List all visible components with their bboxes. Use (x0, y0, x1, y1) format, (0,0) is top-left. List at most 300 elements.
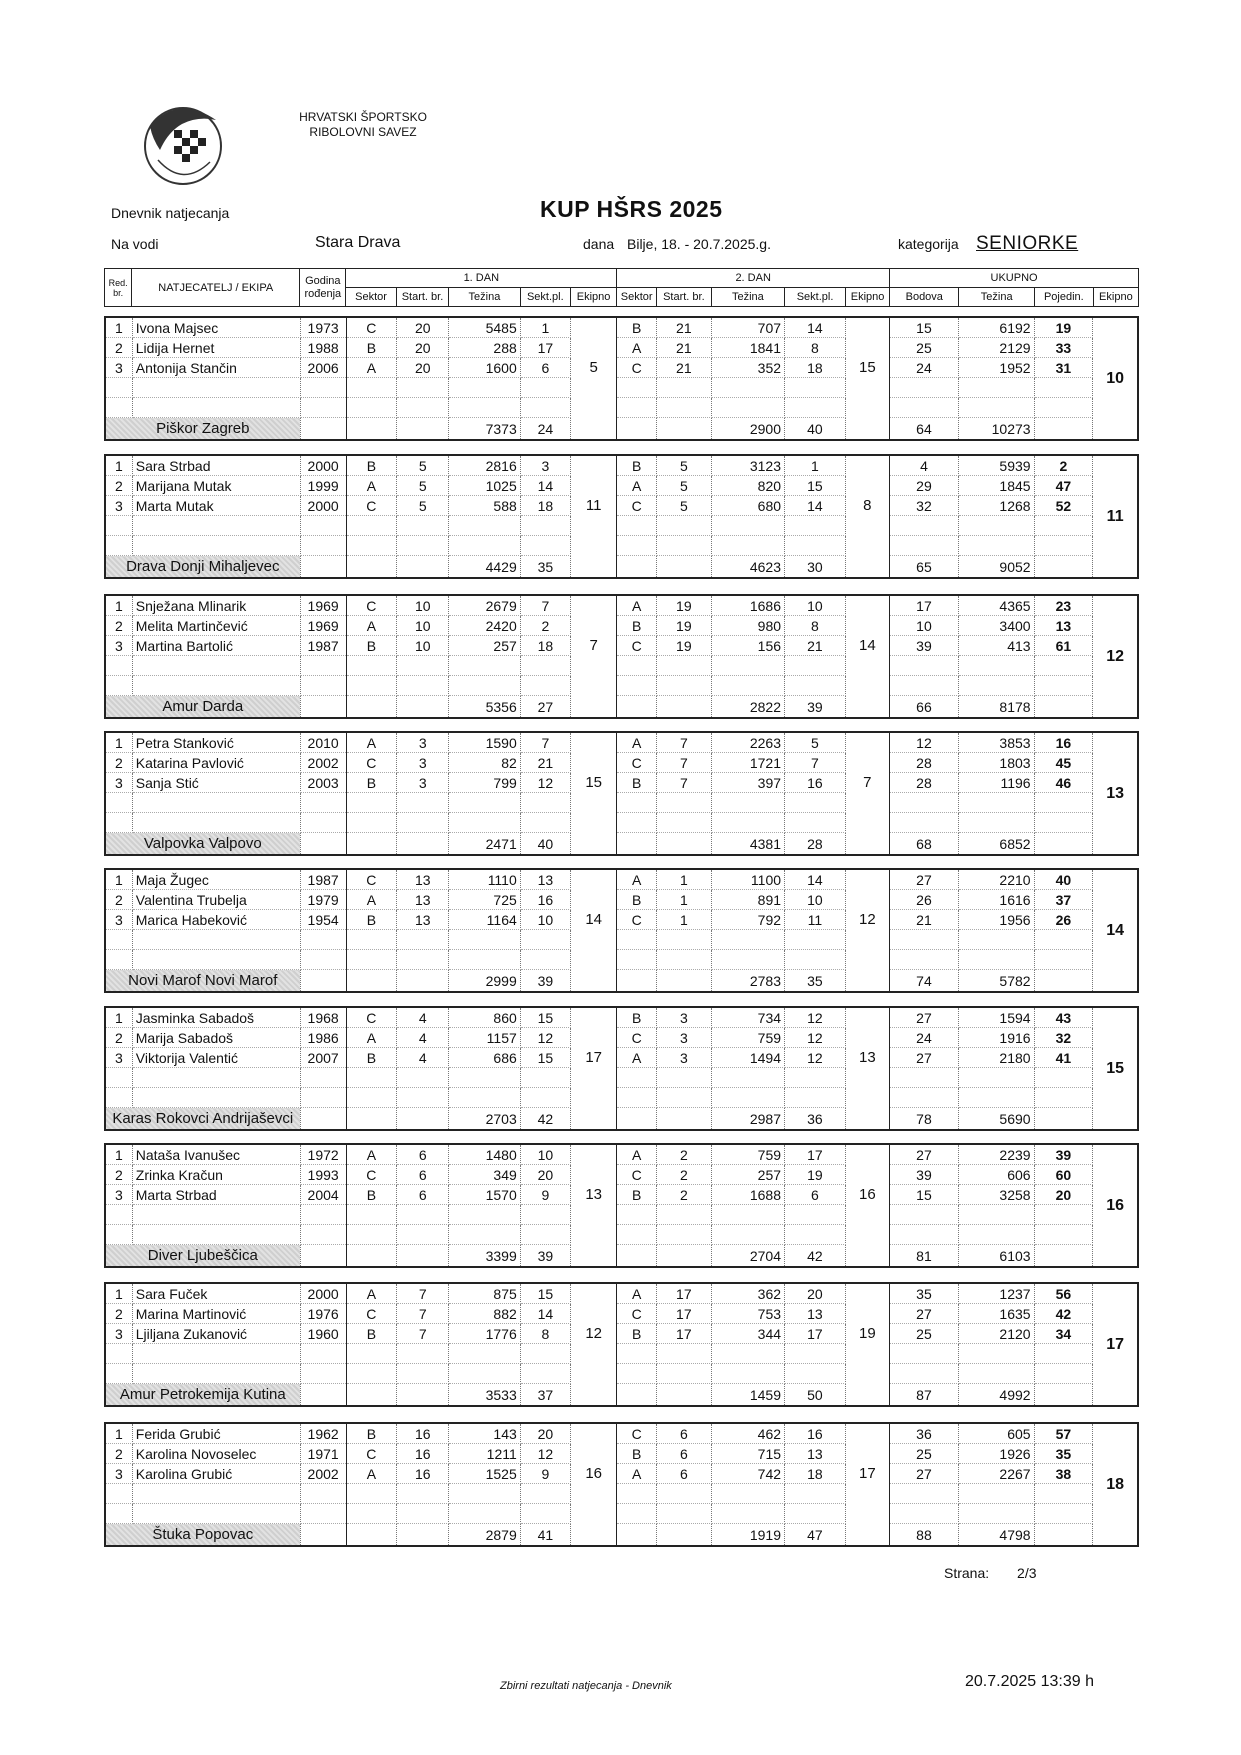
header-competitor: NATJECATELJ / EKIPA (132, 269, 300, 307)
table-row (105, 398, 1138, 418)
row-number: 3 (105, 1324, 132, 1344)
team-rank: 14 (1093, 869, 1138, 992)
footer-text: Zbirni rezultati natjecanja - Dnevnik (500, 1680, 672, 1692)
table-row (105, 1304, 1138, 1324)
individual-place: 42 (1034, 1304, 1093, 1324)
team-sector-sum-day2: 47 (785, 1524, 846, 1547)
team-weight-day1: 3533 (449, 1384, 520, 1407)
sector-place-day2: 14 (785, 317, 846, 338)
start-day1: 3 (397, 732, 449, 753)
sector-day2: B (617, 773, 657, 793)
birth-year: 2002 (300, 1464, 346, 1484)
row-number: 3 (105, 1185, 132, 1205)
date-value: Bilje, 18. - 20.7.2025.g. (627, 236, 771, 252)
start-day1: 7 (397, 1283, 449, 1304)
competitor-name: Melita Martinčević (132, 616, 300, 636)
sector-day1: A (346, 476, 396, 496)
weight-day2: 3123 (711, 455, 784, 476)
team-weight-day1: 2999 (449, 970, 520, 993)
weight-day2: 352 (711, 358, 784, 378)
weight-day1: 1600 (449, 358, 520, 378)
birth-year: 2000 (300, 455, 346, 476)
total-points: 24 (889, 358, 958, 378)
team-weight-total: 5782 (959, 970, 1035, 993)
sector-place-day1: 2 (520, 616, 570, 636)
individual-place: 41 (1034, 1048, 1093, 1068)
row-number: 1 (105, 1144, 132, 1165)
competitor-name: Sara Fuček (132, 1283, 300, 1304)
total-weight: 1616 (959, 890, 1035, 910)
start-day2: 5 (657, 496, 712, 516)
team-sector-sum-day2: 35 (785, 970, 846, 993)
individual-place: 16 (1034, 732, 1093, 753)
team-sector-sum-day2: 36 (785, 1108, 846, 1131)
table-row (105, 1165, 1138, 1185)
competitor-name: Zrinka Kračun (132, 1165, 300, 1185)
team-total-row (105, 1524, 1138, 1547)
team-weight-day2: 2704 (711, 1245, 784, 1268)
sector-place-day2: 5 (785, 732, 846, 753)
row-number: 3 (105, 910, 132, 930)
team-name: Piškor Zagreb (105, 418, 300, 441)
sector-day1: B (346, 1423, 396, 1444)
team-points: 66 (889, 696, 958, 719)
row-number: 2 (105, 1165, 132, 1185)
sector-day2: B (617, 1007, 657, 1028)
birth-year: 1993 (300, 1165, 346, 1185)
row-number: 2 (105, 1444, 132, 1464)
sector-day2: A (617, 869, 657, 890)
sector-day1: A (346, 1464, 396, 1484)
sector-place-day2: 10 (785, 595, 846, 616)
sector-place-day1: 20 (520, 1165, 570, 1185)
team-rank: 17 (1093, 1283, 1138, 1406)
weight-day2: 397 (711, 773, 784, 793)
start-day2: 17 (657, 1324, 712, 1344)
weight-day1: 5485 (449, 317, 520, 338)
header-start-1: Start. br. (396, 288, 448, 307)
row-number: 3 (105, 1048, 132, 1068)
table-row (105, 1007, 1138, 1028)
total-points: 27 (889, 1464, 958, 1484)
competitor-name: Maja Žugec (132, 869, 300, 890)
individual-place: 56 (1034, 1283, 1093, 1304)
team-block (104, 594, 1139, 719)
sector-day1: C (346, 1304, 396, 1324)
start-day1: 13 (397, 869, 449, 890)
total-points: 17 (889, 595, 958, 616)
sector-place-day2: 13 (785, 1304, 846, 1324)
team-total-row (105, 833, 1138, 856)
team-place-day1: 12 (571, 1283, 617, 1384)
table-row (105, 1068, 1138, 1088)
header-points: Bodova (890, 288, 959, 307)
team-place-day1: 5 (571, 317, 617, 418)
total-weight: 1237 (959, 1283, 1035, 1304)
individual-place: 40 (1034, 869, 1093, 890)
sector-place-day2: 16 (785, 773, 846, 793)
table-row (105, 869, 1138, 890)
weight-day2: 156 (711, 636, 784, 656)
sector-day1: C (346, 869, 396, 890)
team-weight-day1: 2879 (449, 1524, 520, 1547)
total-points: 24 (889, 1028, 958, 1048)
start-day1: 13 (397, 890, 449, 910)
sector-day1: A (346, 1283, 396, 1304)
team-place-day2: 13 (845, 1007, 889, 1108)
birth-year: 1973 (300, 317, 346, 338)
total-weight: 606 (959, 1165, 1035, 1185)
row-number: 3 (105, 773, 132, 793)
individual-place: 32 (1034, 1028, 1093, 1048)
row-number: 1 (105, 1283, 132, 1304)
weight-day1: 2816 (449, 455, 520, 476)
sector-place-day2: 20 (785, 1283, 846, 1304)
sector-place-day2: 21 (785, 636, 846, 656)
individual-place: 26 (1034, 910, 1093, 930)
header-weight-total: Težina (959, 288, 1035, 307)
start-day1: 5 (397, 476, 449, 496)
sector-place-day2: 19 (785, 1165, 846, 1185)
team-place-day2: 14 (845, 595, 889, 696)
competitor-name: Antonija Stančin (132, 358, 300, 378)
team-sector-sum-day1: 27 (520, 696, 570, 719)
team-sector-sum-day2: 28 (785, 833, 846, 856)
start-day2: 3 (657, 1007, 712, 1028)
start-day2: 6 (657, 1464, 712, 1484)
team-block (104, 316, 1139, 441)
weight-day2: 891 (711, 890, 784, 910)
sector-day1: C (346, 1007, 396, 1028)
header-weight-2: Težina (711, 288, 784, 307)
date-label: dana (583, 236, 615, 252)
start-day1: 3 (397, 773, 449, 793)
header-team-total: Ekipno (1093, 288, 1138, 307)
start-day1: 6 (397, 1185, 449, 1205)
birth-year: 1954 (300, 910, 346, 930)
team-weight-day2: 2987 (711, 1108, 784, 1131)
sector-place-day2: 8 (785, 616, 846, 636)
total-points: 15 (889, 1185, 958, 1205)
start-day1: 10 (397, 636, 449, 656)
birth-year: 2002 (300, 753, 346, 773)
sector-day2: C (617, 358, 657, 378)
sector-place-day1: 18 (520, 496, 570, 516)
competitor-name: Marta Strbad (132, 1185, 300, 1205)
team-sector-sum-day1: 39 (520, 970, 570, 993)
total-weight: 413 (959, 636, 1035, 656)
weight-day2: 980 (711, 616, 784, 636)
start-day1: 10 (397, 616, 449, 636)
competitor-name: Katarina Pavlović (132, 753, 300, 773)
team-total-row (105, 1245, 1138, 1268)
team-points: 74 (889, 970, 958, 993)
team-place-day2: 15 (845, 317, 889, 418)
sector-day2: A (617, 476, 657, 496)
team-sector-sum-day2: 50 (785, 1384, 846, 1407)
table-row (105, 1283, 1138, 1304)
table-row (105, 476, 1138, 496)
row-number: 3 (105, 1464, 132, 1484)
category-value: SENIORKE (976, 233, 1079, 254)
sector-place-day1: 20 (520, 1423, 570, 1444)
sector-place-day2: 6 (785, 1185, 846, 1205)
team-sector-sum-day1: 37 (520, 1384, 570, 1407)
total-points: 27 (889, 869, 958, 890)
total-weight: 1803 (959, 753, 1035, 773)
weight-day2: 820 (711, 476, 784, 496)
sector-day1: B (346, 1324, 396, 1344)
birth-year: 2007 (300, 1048, 346, 1068)
team-weight-day2: 2783 (711, 970, 784, 993)
team-rank: 15 (1093, 1007, 1138, 1130)
team-weight-total: 8178 (959, 696, 1035, 719)
page-title: KUP HŠRS 2025 (540, 196, 723, 222)
header-sector-1: Sektor (346, 288, 396, 307)
sector-day1: A (346, 1144, 396, 1165)
team-name: Novi Marof Novi Marof (105, 970, 300, 993)
individual-place: 39 (1034, 1144, 1093, 1165)
table-row (105, 455, 1138, 476)
start-day1: 16 (397, 1423, 449, 1444)
team-weight-day2: 1919 (711, 1524, 784, 1547)
team-block (104, 1006, 1139, 1131)
weight-day2: 344 (711, 1324, 784, 1344)
total-weight: 3258 (959, 1185, 1035, 1205)
sector-day1: A (346, 616, 396, 636)
birth-year: 1969 (300, 595, 346, 616)
team-total-row (105, 970, 1138, 993)
start-day2: 7 (657, 773, 712, 793)
team-block (104, 1282, 1139, 1407)
table-row (105, 1185, 1138, 1205)
total-points: 25 (889, 1324, 958, 1344)
team-place-day2: 8 (845, 455, 889, 556)
start-day2: 17 (657, 1304, 712, 1324)
birth-year: 2000 (300, 1283, 346, 1304)
team-rank: 16 (1093, 1144, 1138, 1267)
start-day1: 7 (397, 1304, 449, 1324)
total-weight: 1926 (959, 1444, 1035, 1464)
total-weight: 2180 (959, 1048, 1035, 1068)
total-points: 15 (889, 317, 958, 338)
team-total-row (105, 696, 1138, 719)
weight-day2: 1688 (711, 1185, 784, 1205)
individual-place: 13 (1034, 616, 1093, 636)
team-weight-total: 5690 (959, 1108, 1035, 1131)
team-name: Amur Darda (105, 696, 300, 719)
weight-day1: 1110 (449, 869, 520, 890)
team-block (104, 1422, 1139, 1547)
sector-place-day2: 17 (785, 1144, 846, 1165)
start-day1: 4 (397, 1028, 449, 1048)
header-total: UKUPNO (890, 269, 1139, 288)
table-header (104, 268, 1139, 307)
total-weight: 2129 (959, 338, 1035, 358)
sector-day2: B (617, 1185, 657, 1205)
total-points: 27 (889, 1048, 958, 1068)
team-weight-day2: 2900 (711, 418, 784, 441)
sector-place-day1: 14 (520, 476, 570, 496)
team-sector-sum-day1: 40 (520, 833, 570, 856)
competitor-name: Karolina Grubić (132, 1464, 300, 1484)
sector-day2: C (617, 496, 657, 516)
team-place-day1: 13 (571, 1144, 617, 1245)
team-place-day2: 17 (845, 1423, 889, 1524)
sector-place-day1: 16 (520, 890, 570, 910)
team-sector-sum-day1: 42 (520, 1108, 570, 1131)
individual-place: 19 (1034, 317, 1093, 338)
birth-year: 1999 (300, 476, 346, 496)
weight-day1: 1025 (449, 476, 520, 496)
table-row (105, 1423, 1138, 1444)
team-weight-day2: 4381 (711, 833, 784, 856)
weight-day1: 588 (449, 496, 520, 516)
team-place-day1: 17 (571, 1007, 617, 1108)
row-number: 1 (105, 732, 132, 753)
team-place-day1: 14 (571, 869, 617, 970)
team-points: 68 (889, 833, 958, 856)
start-day2: 7 (657, 753, 712, 773)
weight-day2: 759 (711, 1028, 784, 1048)
table-row (105, 1464, 1138, 1484)
total-points: 36 (889, 1423, 958, 1444)
table-row (105, 1088, 1138, 1108)
start-day2: 6 (657, 1423, 712, 1444)
competitor-name: Nataša Ivanušec (132, 1144, 300, 1165)
start-day2: 21 (657, 317, 712, 338)
birth-year: 1976 (300, 1304, 346, 1324)
row-number: 1 (105, 869, 132, 890)
start-day1: 13 (397, 910, 449, 930)
total-points: 29 (889, 476, 958, 496)
team-rank: 12 (1093, 595, 1138, 718)
team-weight-day1: 5356 (449, 696, 520, 719)
total-points: 32 (889, 496, 958, 516)
sector-day2: C (617, 753, 657, 773)
start-day1: 5 (397, 496, 449, 516)
start-day1: 16 (397, 1444, 449, 1464)
weight-day1: 1211 (449, 1444, 520, 1464)
start-day1: 7 (397, 1324, 449, 1344)
team-points: 81 (889, 1245, 958, 1268)
start-day1: 6 (397, 1144, 449, 1165)
sector-place-day2: 15 (785, 476, 846, 496)
birth-year: 1979 (300, 890, 346, 910)
row-number: 1 (105, 1007, 132, 1028)
birth-year: 1968 (300, 1007, 346, 1028)
sector-place-day1: 6 (520, 358, 570, 378)
team-weight-total: 4798 (959, 1524, 1035, 1547)
weight-day1: 1480 (449, 1144, 520, 1165)
sector-place-day1: 12 (520, 1028, 570, 1048)
sector-day2: A (617, 732, 657, 753)
sector-day2: C (617, 1165, 657, 1185)
total-points: 28 (889, 753, 958, 773)
table-row (105, 1484, 1138, 1504)
start-day2: 2 (657, 1185, 712, 1205)
table-row (105, 950, 1138, 970)
start-day2: 21 (657, 358, 712, 378)
sector-day2: C (617, 636, 657, 656)
team-name: Drava Donji Mihaljevec (105, 556, 300, 579)
total-weight: 1845 (959, 476, 1035, 496)
birth-year: 1987 (300, 636, 346, 656)
sector-place-day2: 17 (785, 1324, 846, 1344)
start-day1: 3 (397, 753, 449, 773)
team-place-day1: 7 (571, 595, 617, 696)
birth-year: 2003 (300, 773, 346, 793)
weight-day2: 734 (711, 1007, 784, 1028)
weight-day2: 1100 (711, 869, 784, 890)
header-team-1: Ekipno (570, 288, 616, 307)
header-day2: 2. DAN (617, 269, 890, 288)
diary-label: Dnevnik natjecanja (111, 205, 230, 221)
sector-place-day1: 18 (520, 636, 570, 656)
sector-day1: B (346, 1185, 396, 1205)
individual-place: 45 (1034, 753, 1093, 773)
sector-place-day1: 10 (520, 1144, 570, 1165)
team-points: 64 (889, 418, 958, 441)
start-day1: 20 (397, 317, 449, 338)
team-sector-sum-day2: 30 (785, 556, 846, 579)
sector-day2: B (617, 1324, 657, 1344)
sector-place-day1: 13 (520, 869, 570, 890)
total-weight: 3400 (959, 616, 1035, 636)
row-number: 3 (105, 358, 132, 378)
sector-day1: A (346, 890, 396, 910)
table-row (105, 1344, 1138, 1364)
row-number: 3 (105, 636, 132, 656)
total-weight: 605 (959, 1423, 1035, 1444)
individual-place: 37 (1034, 890, 1093, 910)
start-day2: 3 (657, 1048, 712, 1068)
competitor-name: Viktorija Valentić (132, 1048, 300, 1068)
team-rank: 13 (1093, 732, 1138, 855)
total-weight: 2210 (959, 869, 1035, 890)
start-day2: 5 (657, 476, 712, 496)
individual-place: 47 (1034, 476, 1093, 496)
row-number: 2 (105, 1304, 132, 1324)
team-place-day1: 16 (571, 1423, 617, 1524)
start-day1: 16 (397, 1464, 449, 1484)
total-points: 27 (889, 1304, 958, 1324)
weight-day2: 462 (711, 1423, 784, 1444)
individual-place: 2 (1034, 455, 1093, 476)
team-rank: 18 (1093, 1423, 1138, 1546)
birth-year: 1988 (300, 338, 346, 358)
competitor-name: Karolina Novoselec (132, 1444, 300, 1464)
total-points: 39 (889, 1165, 958, 1185)
sector-place-day2: 12 (785, 1048, 846, 1068)
sector-place-day2: 11 (785, 910, 846, 930)
row-number: 2 (105, 476, 132, 496)
competitor-name: Martina Bartolić (132, 636, 300, 656)
weight-day1: 875 (449, 1283, 520, 1304)
team-sector-sum-day2: 40 (785, 418, 846, 441)
weight-day2: 753 (711, 1304, 784, 1324)
total-weight: 1268 (959, 496, 1035, 516)
start-day1: 5 (397, 455, 449, 476)
sector-day2: A (617, 1048, 657, 1068)
page-label: Strana: (944, 1565, 990, 1581)
start-day2: 19 (657, 595, 712, 616)
individual-place: 46 (1034, 773, 1093, 793)
page-value: 2/3 (1017, 1565, 1037, 1581)
birth-year: 2004 (300, 1185, 346, 1205)
total-weight: 1594 (959, 1007, 1035, 1028)
competitor-name: Ivona Majsec (132, 317, 300, 338)
